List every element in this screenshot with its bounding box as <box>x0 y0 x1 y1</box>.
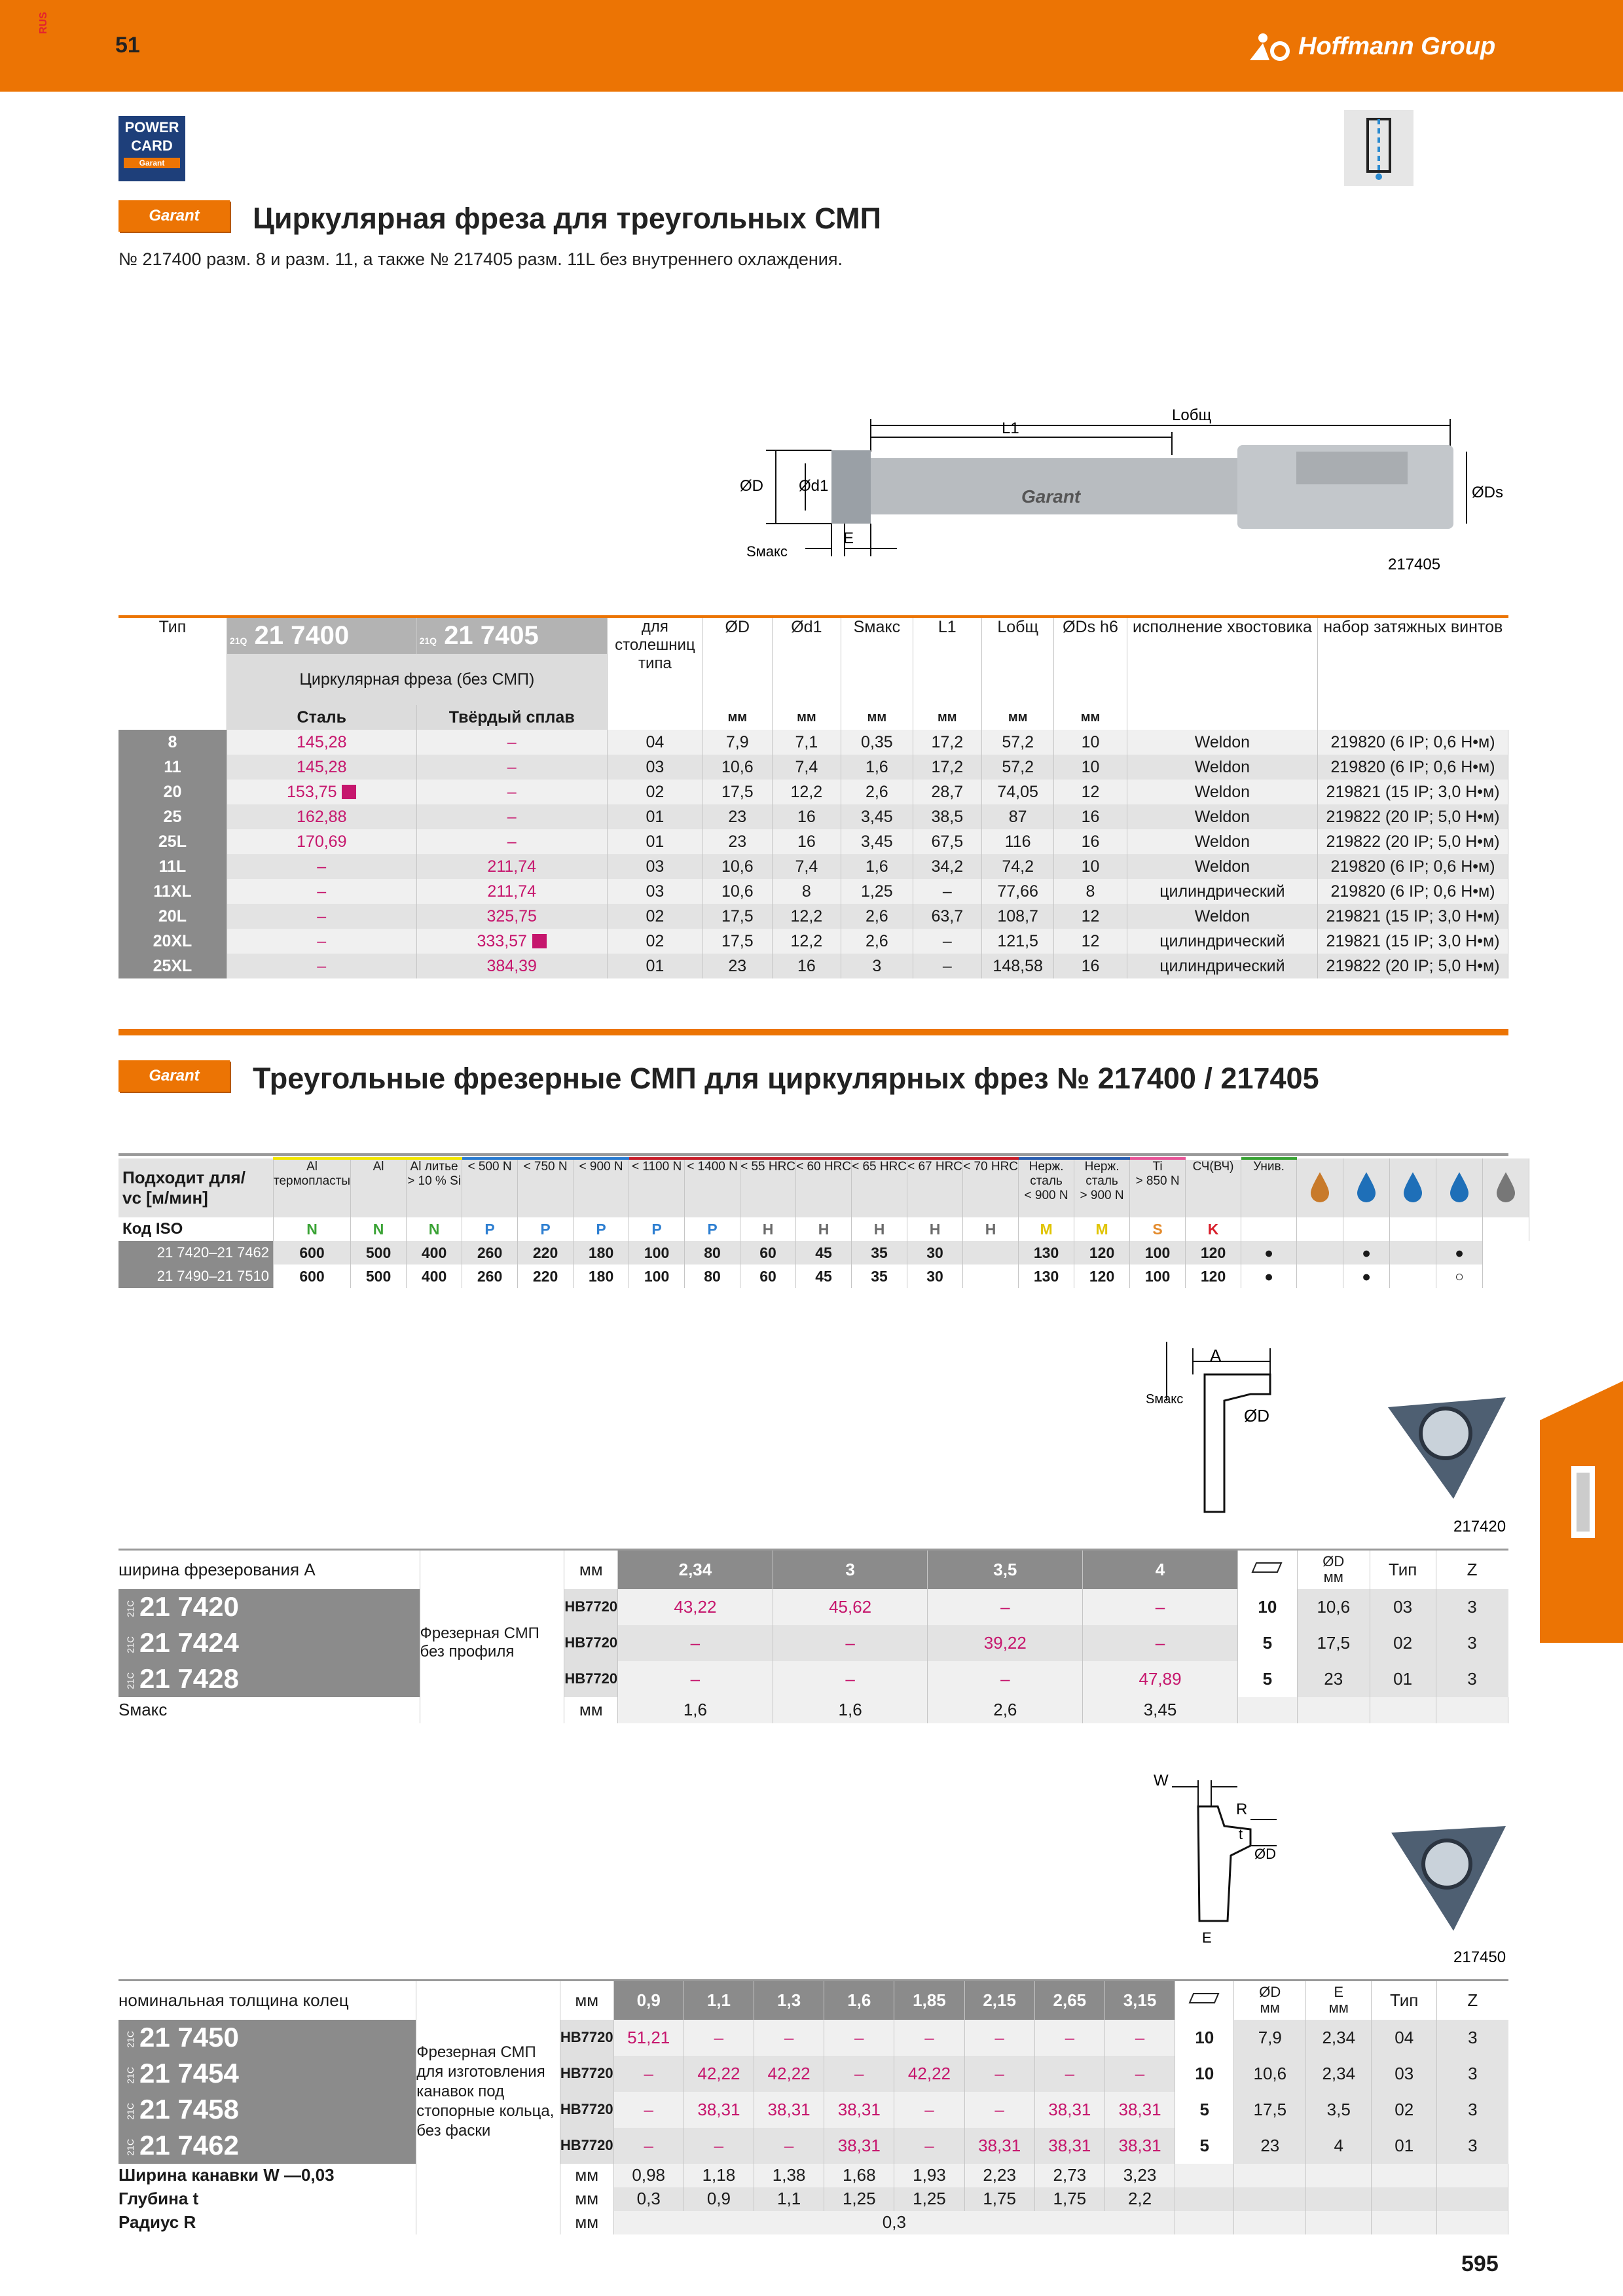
table-row: 11 145,28 – 03 10,6 7,4 1,6 17,2 57,2 10 Weldon 219820 (6 IP; 0,6 Н•м) <box>119 755 1508 780</box>
material-col: Al термопласты <box>274 1158 351 1217</box>
svg-text:A: A <box>1210 1346 1222 1365</box>
dry-icon <box>1436 1158 1483 1217</box>
material-col: Унив. <box>1241 1158 1297 1217</box>
insert-row: 21C 21 7420 Фрезерная СМП без профиля HB7720 43,22 45,62 – – 10 10,6 03 3 <box>119 1589 1508 1625</box>
section2-title: Треугольные фрезерные СМП для циркулярных фрез № 217400 / 217405 <box>253 1062 1319 1095</box>
insert-217420-image <box>1388 1397 1506 1499</box>
table-row: 11L – 211,74 03 10,6 7,4 1,6 34,2 74,2 10 Weldon 219820 (6 IP; 0,6 Н•м) <box>119 854 1508 879</box>
material-col: < 60 HRC <box>796 1158 852 1217</box>
spray-icon <box>1390 1158 1436 1217</box>
section1-title: Циркулярная фреза для треугольных СМП <box>253 202 882 235</box>
material-col: Al литье > 10 % Si <box>407 1158 462 1217</box>
vc-row: 21 7420–21 7462 600 500 400 260 220 180 100 80 60 45 35 30 130 120 100 120 ● ● ● <box>119 1241 1529 1265</box>
svg-text:217450: 217450 <box>1453 1948 1506 1966</box>
table-row: 25XL – 384,39 01 23 16 3 – 148,58 16 цилиндрический 219822 (20 IP; 5,0 Н•м) <box>119 954 1508 978</box>
material-col: Нерж. сталь > 900 N <box>1074 1158 1130 1217</box>
drawing-code: 217405 <box>1388 556 1441 573</box>
cutting-speed-table: Подходит для/ vc [м/мин] Al термопласты Al Al литье > 10 % Si < 500 N < 750 N < 900 N < 1100 N < 1400 N < 55 HRC < 60 HRC < 65 HRC < 67 HRC < 70 HRC Нерж. сталь < 900 N Нерж. сталь > 900 N Ti > 850 N СЧ(ВЧ) Унив. Код ISO N N N P P P P P H H H H H M M S K 21 7420–21 7462 600 500 400 260 220 180 100 80 60 45 35 30 130 120 100 120 ● ● ● 21 7490–21 7510 600 500 400 260 220 180 100 80 60 45 35 30 130 120 100 120 ● ● ○ <box>119 1157 1529 1288</box>
table-row: 25 162,88 – 01 23 16 3,45 38,5 87 16 Weldon 219822 (20 IP; 5,0 Н•м) <box>119 804 1508 829</box>
material-col: < 65 HRC <box>852 1158 907 1217</box>
drop-water-icon <box>1343 1158 1390 1217</box>
table-row: 8 145,28 – 04 7,9 7,1 0,35 17,2 57,2 10 Weldon 219820 (6 IP; 0,6 Н•м) <box>119 730 1508 755</box>
insert-table-1: ширина фрезерования A мм 2,34 3 3,5 4 ØD мм Тип Z 21C 21 7420 Фрезерная СМП без профиля HB7720 43,22 45,62 – – 10 10,6 03 3 21C 21 7424 HB7720 – – 39,22 – 5 17,5 02 3 21C 21 7428 HB7720 – – – 47,89 5 23 01 3 Sмакс мм 1,6 1,6 2,6 3,45 <box>119 1549 1508 1723</box>
svg-text:R: R <box>1236 1801 1248 1818</box>
svg-text:Garant: Garant <box>1021 486 1081 507</box>
garant-logo-2: Garant <box>119 1060 230 1092</box>
label-L-total: Lобщ <box>1172 406 1212 424</box>
drop-oil-icon <box>1297 1158 1343 1217</box>
label-L1: L1 <box>1002 420 1019 437</box>
groove-insert-drawing <box>1139 1767 1532 1977</box>
hoffmann-logo-icon <box>1247 31 1293 62</box>
page-number-top: 51 <box>115 33 140 58</box>
label-E: E <box>843 529 854 547</box>
col-type: Тип <box>119 618 227 654</box>
material-col: < 70 HRC <box>963 1158 1019 1217</box>
table-row: 11XL – 211,74 03 10,6 8 1,25 – 77,66 8 цилиндрический 219820 (6 IP; 0,6 Н•м) <box>119 879 1508 904</box>
hoffmann-logo <box>1247 31 1495 62</box>
page-number-bottom: 595 <box>1461 2251 1499 2276</box>
pack-quantity-icon <box>1237 1550 1297 1589</box>
svg-text:W: W <box>1154 1772 1169 1789</box>
vc-row: 21 7490–21 7510 600 500 400 260 220 180 100 80 60 45 35 30 130 120 100 120 ● ● ○ <box>119 1265 1529 1288</box>
insert-217450-image <box>1391 1826 1506 1931</box>
svg-text:ØD: ØD <box>1254 1846 1276 1862</box>
label-Ds: ØDs <box>1472 484 1503 501</box>
material-col: < 1400 N <box>685 1158 740 1217</box>
material-col: < 750 N <box>518 1158 574 1217</box>
table-row: 20XL – 333,57 02 17,5 12,2 2,6 – 121,5 12 цилиндрический 219821 (15 IP; 3,0 Н•м) <box>119 929 1508 954</box>
section1-subtitle: № 217400 разм. 8 и разм. 11, а также № 217405 разм. 11L без внутреннего охлаждения. <box>119 249 843 269</box>
material-col: < 500 N <box>462 1158 518 1217</box>
power-card-badge: POWER CARD Garant <box>119 116 185 181</box>
internal-coolant-icon <box>1344 110 1413 186</box>
insert-profile-drawing <box>1139 1335 1532 1538</box>
new-product-marker <box>342 785 356 799</box>
insert-row: 21C 21 7450 Фрезерная СМП для изготовления канавок под стопорные кольца, без фаски HB7720 51,21 – – – – – – – 10 7,9 2,34 04 3 <box>119 2020 1508 2056</box>
material-col: Ti > 850 N <box>1130 1158 1186 1217</box>
cutter-drawing <box>740 406 1506 576</box>
brand-name: Hoffmann Group <box>1298 32 1496 60</box>
col-header-0: для столешниц типа <box>607 618 702 730</box>
insert-table-2: номинальная толщина колец мм 0,9 1,1 1,3 1,6 1,85 2,15 2,65 3,15 ØD мм E мм Тип Z 21C 21 7450 Фрезерная СМП для изготовления канавок под стопорные кольца, без фаски HB7720 51,21 – – – – – – – 10 7,9 2,34 04 3 21C 21 7454 HB7720 – 42,22 42,22 – 42,22 – – – 10 10,6 2,34 03 3 21C 21 7458 HB7720 – 38,31 38,31 38,31 – – 38,31 38,31 5 17,5 3,5 02 3 21C 21 7462 HB7720 – – – 38,31 – 38,31 38,31 38,31 5 23 4 01 3 Ширина канавки W —0,03 мм 0,98 1,18 1,38 1,68 1,93 2,23 2,73 3,23 Глубина t мм 0,3 0,9 1,1 1,25 1,25 1,75 1,75 2,2 Радиус R мм 0,3 <box>119 1979 1508 2234</box>
pack-quantity-icon <box>1175 1981 1234 2020</box>
table-row: 25L 170,69 – 01 23 16 3,45 67,5 116 16 Weldon 219822 (20 IP; 5,0 Н•м) <box>119 829 1508 854</box>
chapter-tab <box>1540 1381 1623 1643</box>
art-217405: 21Q 21 7405 <box>416 618 607 654</box>
new-product-marker <box>532 934 547 948</box>
svg-text:E: E <box>1202 1929 1212 1946</box>
insert-row: 21C 21 7454 HB7720 – 42,22 42,22 – 42,22 – – – 10 10,6 2,34 03 3 <box>119 2056 1508 2092</box>
material-col: < 1100 N <box>629 1158 685 1217</box>
language-code: RUS <box>38 12 49 34</box>
mist-icon <box>1483 1158 1529 1217</box>
material-col: < 67 HRC <box>907 1158 963 1217</box>
svg-text:217420: 217420 <box>1453 1518 1506 1535</box>
material-col: СЧ(ВЧ) <box>1186 1158 1241 1217</box>
svg-text:t: t <box>1239 1826 1243 1842</box>
label-S: Sмакс <box>746 543 788 560</box>
section-divider <box>119 1029 1508 1035</box>
material-col: Al <box>351 1158 407 1217</box>
label-D: ØD <box>740 477 763 495</box>
desc: Циркулярная фреза (без СМП) <box>227 654 607 705</box>
table-row: 20L – 325,75 02 17,5 12,2 2,6 63,7 108,7 12 Weldon 219821 (15 IP; 3,0 Н•м) <box>119 904 1508 929</box>
insert-row: 21C 21 7458 HB7720 – 38,31 38,31 38,31 – – 38,31 38,31 5 17,5 3,5 02 3 <box>119 2092 1508 2128</box>
svg-text:ØD: ØD <box>1244 1406 1269 1426</box>
table-row: 20 153,75 – 02 17,5 12,2 2,6 28,7 74,05 12 Weldon 219821 (15 IP; 3,0 Н•м) <box>119 780 1508 804</box>
insert-row: 21C 21 7428 HB7720 – – – 47,89 5 23 01 3 <box>119 1661 1508 1697</box>
label-d1: Ød1 <box>799 477 829 495</box>
material-col: < 900 N <box>574 1158 629 1217</box>
art-217400: 21Q 21 7400 <box>227 618 416 654</box>
insert-row: 21C 21 7424 HB7720 – – 39,22 – 5 17,5 02 3 <box>119 1625 1508 1661</box>
svg-text:Sмакс: Sмакс <box>1146 1392 1184 1407</box>
material-col: < 55 HRC <box>740 1158 796 1217</box>
garant-logo: Garant <box>119 200 230 232</box>
material-col: Нерж. сталь < 900 N <box>1019 1158 1074 1217</box>
insert-row: 21C 21 7462 HB7720 – – – 38,31 – 38,31 38,31 38,31 5 23 4 01 3 <box>119 2128 1508 2164</box>
cutter-table: Тип 21Q 21 7400 21Q 21 7405 для столешниц типа ØD Ød1 Sмакс L1 Lобщ ØDs h6 исполнение хвостовика набор затяжных винтов Циркулярная фреза (без СМП) Сталь Твёрдый сплав мм мм мм мм мм мм 8 145,28 – 04 7,9 7,1 0,35 17,2 57,2 10 Weldon 219820 (6 IP; 0,6 Н•м) 11 145,28 – 03 10,6 7,4 1,6 17,2 57,2 10 Weldon 219820 (6 IP; 0,6 Н•м) 20 153,75 – 02 17,5 12,2 2,6 28,7 74,05 12 Weldon 219821 (15 IP; 3,0 Н•м) 25 162,88 – 01 23 16 3,45 38,5 87 16 Weldon 219822 (20 IP; 5,0 Н•м) 25L 170,69 – 01 23 16 3,45 67,5 116 16 Weldon 219822 (20 IP; 5,0 Н•м) 11L – 211,74 03 10,6 7,4 1,6 34,2 74,2 10 Weldon 219820 (6 IP; 0,6 Н•м) 11XL – 211,74 03 10,6 8 1,25 – 77,66 8 цилиндрический 219820 (6 IP; 0,6 Н•м) 20L – 325,75 02 17,5 12,2 2,6 63,7 108,7 12 Weldon 219821 (15 IP; 3,0 Н•м) 20XL – 333,57 02 17,5 12,2 2,6 – 121,5 12 цилиндрический 219821 (15 IP; 3,0 Н•м) 25XL – 384,39 01 23 16 3 – 148,58 16 цилиндрический 219822 (20 IP; 5,0 Н•м) <box>119 618 1508 978</box>
